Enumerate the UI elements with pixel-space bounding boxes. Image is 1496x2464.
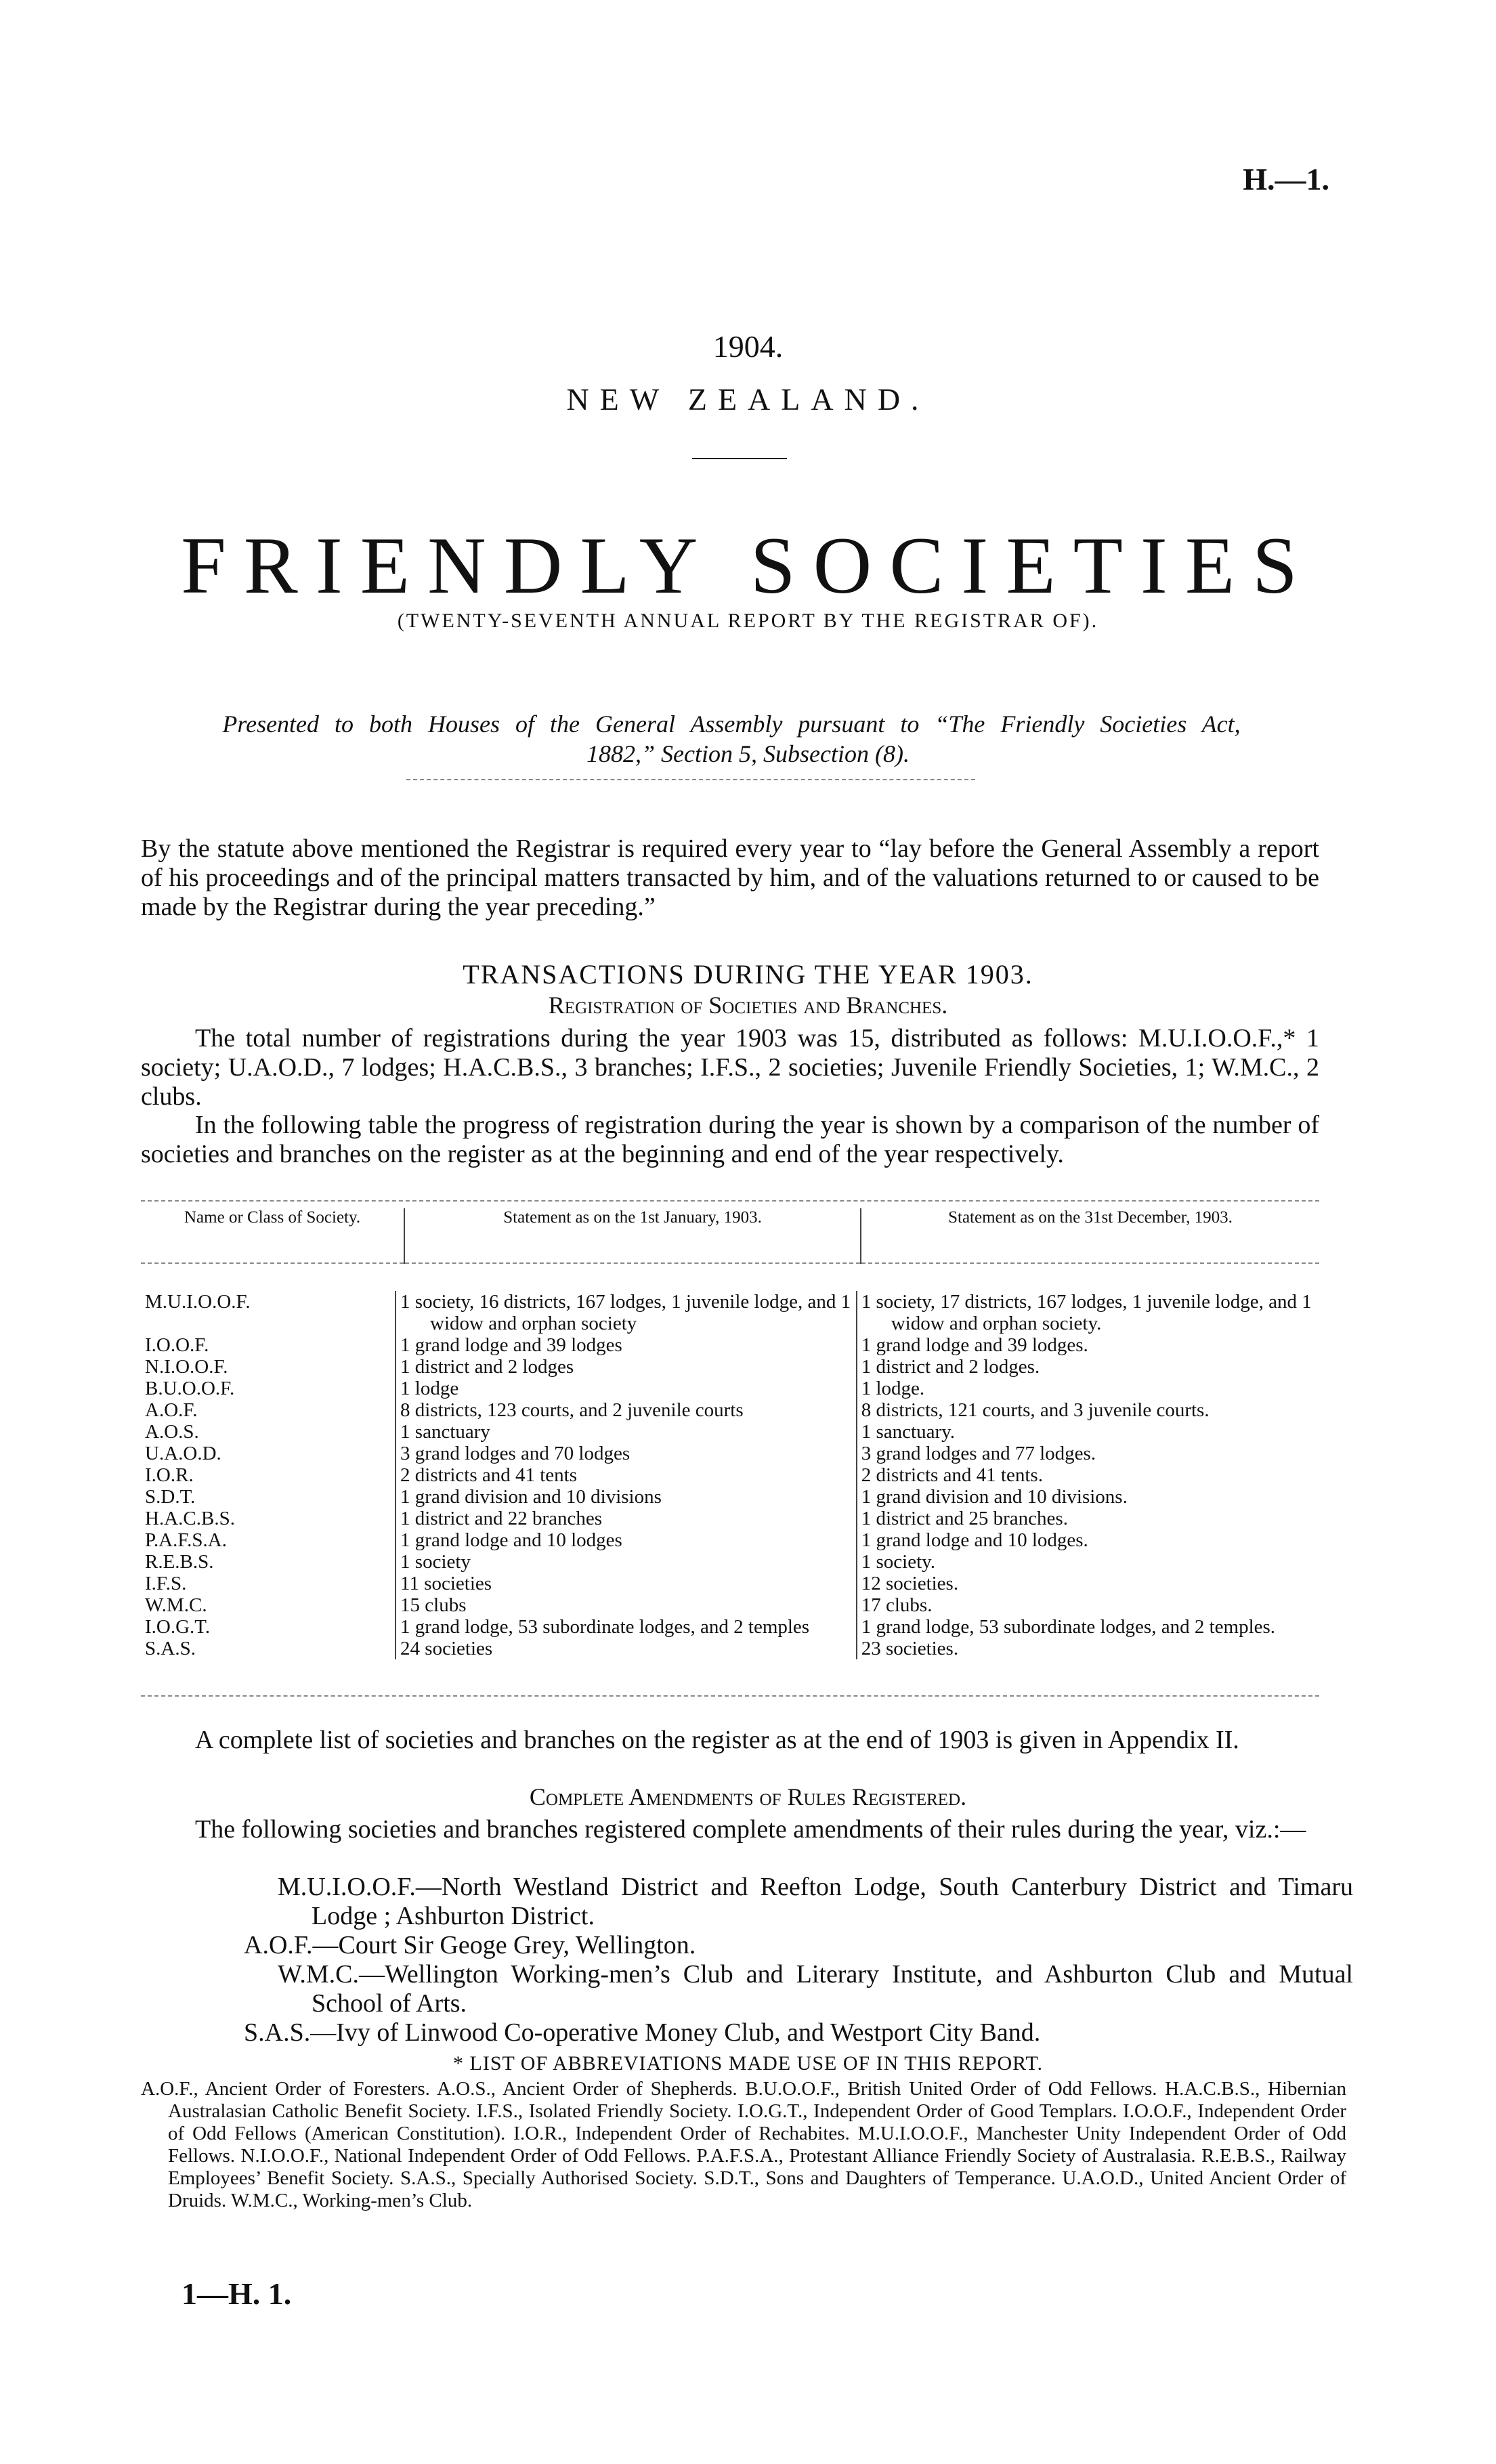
footer-code: 1—H. 1. [181,2276,292,2311]
december-statement-cell: 1 grand division and 10 divisions. [861,1486,1128,1508]
header-december: Statement as on the 31st December, 1903. [948,1208,1233,1227]
january-statement-cell: 1 society, 16 districts, 167 lodges, 1 juvenile lodge, and 1 widow and orphan society [396,1291,857,1334]
table-intro-paragraph: In the following table the progress of registration during the year is shown by a comparison of the number of societies and branches on the register as at the beginning and end of the year respectively. [141,1111,1319,1168]
table-row [141,1378,1319,1399]
society-name-cell: S.A.S. [145,1638,196,1659]
society-name-cell: I.O.G.T. [145,1616,211,1638]
january-statement-cell: 1 grand lodge and 39 lodges [396,1334,857,1356]
january-statement-cell: 15 clubs [396,1594,857,1616]
society-name-cell: I.O.R. [145,1464,194,1486]
table-row [141,1291,1319,1334]
table-row [141,1399,1319,1421]
header-society: Name or Class of Society. [184,1208,361,1227]
december-statement-cell: 8 districts, 121 courts, and 3 juvenile courts. [861,1399,1210,1421]
december-statement-cell: 1 society. [861,1551,935,1573]
table-row [141,1594,1319,1616]
january-statement-cell: 8 districts, 123 courts, and 2 juvenile courts [396,1399,857,1421]
table-bottom-rule [141,1695,1319,1697]
december-statement-cell: 1 grand lodge, 53 subordinate lodges, and 2 temples. [861,1616,1276,1638]
table-row [141,1334,1319,1356]
december-statement-cell: 1 society, 17 districts, 167 lodges, 1 juvenile lodge, and 1 widow and orphan society. [861,1291,1312,1334]
society-name-cell: R.E.B.S. [145,1551,214,1573]
intro-paragraph: By the statute above mentioned the Registrar is required every year to “lay before the General Assembly a report of his proceedings and of the principal matters transacted by him, and of the valuations returned to or caused to be made by the Registrar during the year preceding.” [141,834,1319,921]
society-name-cell: M.U.I.O.O.F. [145,1291,251,1313]
country-name: NEW ZEALAND. [566,382,930,417]
january-statement-cell: 1 lodge [396,1378,857,1399]
december-statement-cell: 1 district and 2 lodges. [861,1356,1040,1378]
table-row [141,1551,1319,1573]
document-subtitle: (TWENTY-SEVENTH ANNUAL REPORT BY THE REGISTRAR OF). [397,610,1099,632]
december-statement-cell: 17 clubs. [861,1594,933,1616]
january-statement-cell: 24 societies [396,1638,857,1659]
header-january: Statement as on the 1st January, 1903. [404,1208,861,1263]
presented-separator [406,779,975,780]
society-name-cell: I.F.S. [145,1573,187,1594]
table-header-divider [141,1263,1319,1287]
amendments-subheading: Complete Amendments of Rules Registered. [529,1783,967,1810]
section-heading: TRANSACTIONS DURING THE YEAR 1903. [463,959,1033,990]
abbreviations-text: A.O.F., Ancient Order of Foresters. A.O.S., Ancient Order of Shepherds. B.U.O.O.F., British United Order of Odd Fellows. H.A.C.B.S., Hibernian Australasian Catholic Benefit Society. I.F.S., Isolated Friendly Society. I.O.G.T., Independent Order of Good Templars. I.O.O.F., Independent Order of Odd Fellows (American Constitution). I.O.R., Independent Order of Rechabites. M.U.I.O.O.F., Manchester Unity Independent Order of Odd Fellows. N.I.O.O.F., National Independent Order of Odd Fellows. P.A.F.S.A., Protestant Alliance Friendly Society of Australasia. R.E.B.S., Railway Employees’ Benefit Society. S.A.S., Specially Authorised Society. S.D.T., Sons and Daughters of Temperance. U.A.O.D., United Ancient Order of Druids. W.M.C., Working-men’s Club. [141,2078,1346,2211]
january-statement-cell: 3 grand lodges and 70 lodges [396,1443,857,1464]
presented-line-1: Presented to both Houses of the General Assembly pursuant to “The Friendly Societies Act, [222,710,1241,738]
december-statement-cell: 3 grand lodges and 77 lodges. [861,1443,1096,1464]
amendment-item: S.A.S.—Ivy of Linwood Co-operative Money Club, and Westport City Band. [244,2018,1041,2047]
table-row [141,1638,1319,1659]
january-statement-cell: 1 grand division and 10 divisions [396,1486,857,1508]
registration-table-body [141,1291,1319,1659]
december-statement-cell: 12 societies. [861,1573,959,1594]
society-name-cell: P.A.F.S.A. [145,1529,227,1551]
registration-table [141,1208,1319,1287]
table-row [141,1486,1319,1508]
society-name-cell: H.A.C.B.S. [145,1508,235,1529]
abbreviations-heading: * LIST OF ABBREVIATIONS MADE USE OF IN THIS REPORT. [453,2052,1043,2075]
amendments-intro: The following societies and branches registered complete amendments of their rules during the year, viz.:— [195,1815,1306,1844]
table-row [141,1443,1319,1464]
december-statement-cell: 2 districts and 41 tents. [861,1464,1043,1486]
january-statement-cell: 11 societies [396,1573,857,1594]
society-name-cell: W.M.C. [145,1594,207,1616]
december-statement-cell: 1 grand lodge and 10 lodges. [861,1529,1088,1551]
january-statement-cell: 1 grand lodge and 10 lodges [396,1529,857,1551]
december-statement-cell: 1 lodge. [861,1378,925,1399]
december-statement-cell: 23 societies. [861,1638,959,1659]
table-row [141,1356,1319,1378]
table-header-row [141,1208,1319,1263]
report-year: 1904. [712,329,784,364]
society-name-cell: A.O.F. [145,1399,198,1421]
table-top-rule [141,1200,1319,1202]
registrations-paragraph: The total number of registrations during the year 1903 was 15, distributed as follows: M.U.I.O.O.F.,* 1 society; U.A.O.D., 7 lodges; H.A.C.B.S., 3 branches; I.F.S., 2 societies; Juvenile Friendly Societies, 1; W.M.C., 2 clubs. [141,1024,1319,1111]
january-statement-cell: 1 district and 22 branches [396,1508,857,1529]
december-statement-cell: 1 sanctuary. [861,1421,955,1443]
registration-subheading: Registration of Societies and Branches. [548,992,948,1019]
society-name-cell: S.D.T. [145,1486,196,1508]
january-statement-cell: 1 society [396,1551,857,1573]
december-statement-cell: 1 grand lodge and 39 lodges. [861,1334,1088,1356]
table-row [141,1508,1319,1529]
page-code: H.—1. [1243,162,1329,196]
appendix-paragraph: A complete list of societies and branches on the register as at the end of 1903 is given in Appendix II. [195,1726,1239,1754]
table-row [141,1529,1319,1551]
january-statement-cell: 1 district and 2 lodges [396,1356,857,1378]
society-name-cell: B.U.O.O.F. [145,1378,235,1399]
january-statement-cell: 2 districts and 41 tents [396,1464,857,1486]
society-name-cell: A.O.S. [145,1421,199,1443]
table-row [141,1464,1319,1486]
document-title: FRIENDLY SOCIETIES [181,520,1315,610]
table-row [141,1573,1319,1594]
table-row [141,1616,1319,1638]
amendment-item: A.O.F.—Court Sir Geoge Grey, Wellington. [244,1931,696,1959]
table-row [141,1421,1319,1443]
society-name-cell: N.I.O.O.F. [145,1356,228,1378]
january-statement-cell: 1 grand lodge, 53 subordinate lodges, and 2 temples [396,1616,857,1638]
december-statement-cell: 1 district and 25 branches. [861,1508,1068,1529]
january-statement-cell: 1 sanctuary [396,1421,857,1443]
society-name-cell: I.O.O.F. [145,1334,209,1356]
presented-line-2: 1882,” Section 5, Subsection (8). [586,740,910,767]
society-name-cell: U.A.O.D. [145,1443,221,1464]
title-separator-rule [692,458,787,459]
amendment-item: W.M.C.—Wellington Working-men’s Club and Literary Institute, and Ashburton Club and Mutual School of Arts. [278,1960,1353,2018]
amendment-item: M.U.I.O.O.F.—North Westland District and Reefton Lodge, South Canterbury District and Timaru Lodge ; Ashburton District. [278,1873,1353,1930]
